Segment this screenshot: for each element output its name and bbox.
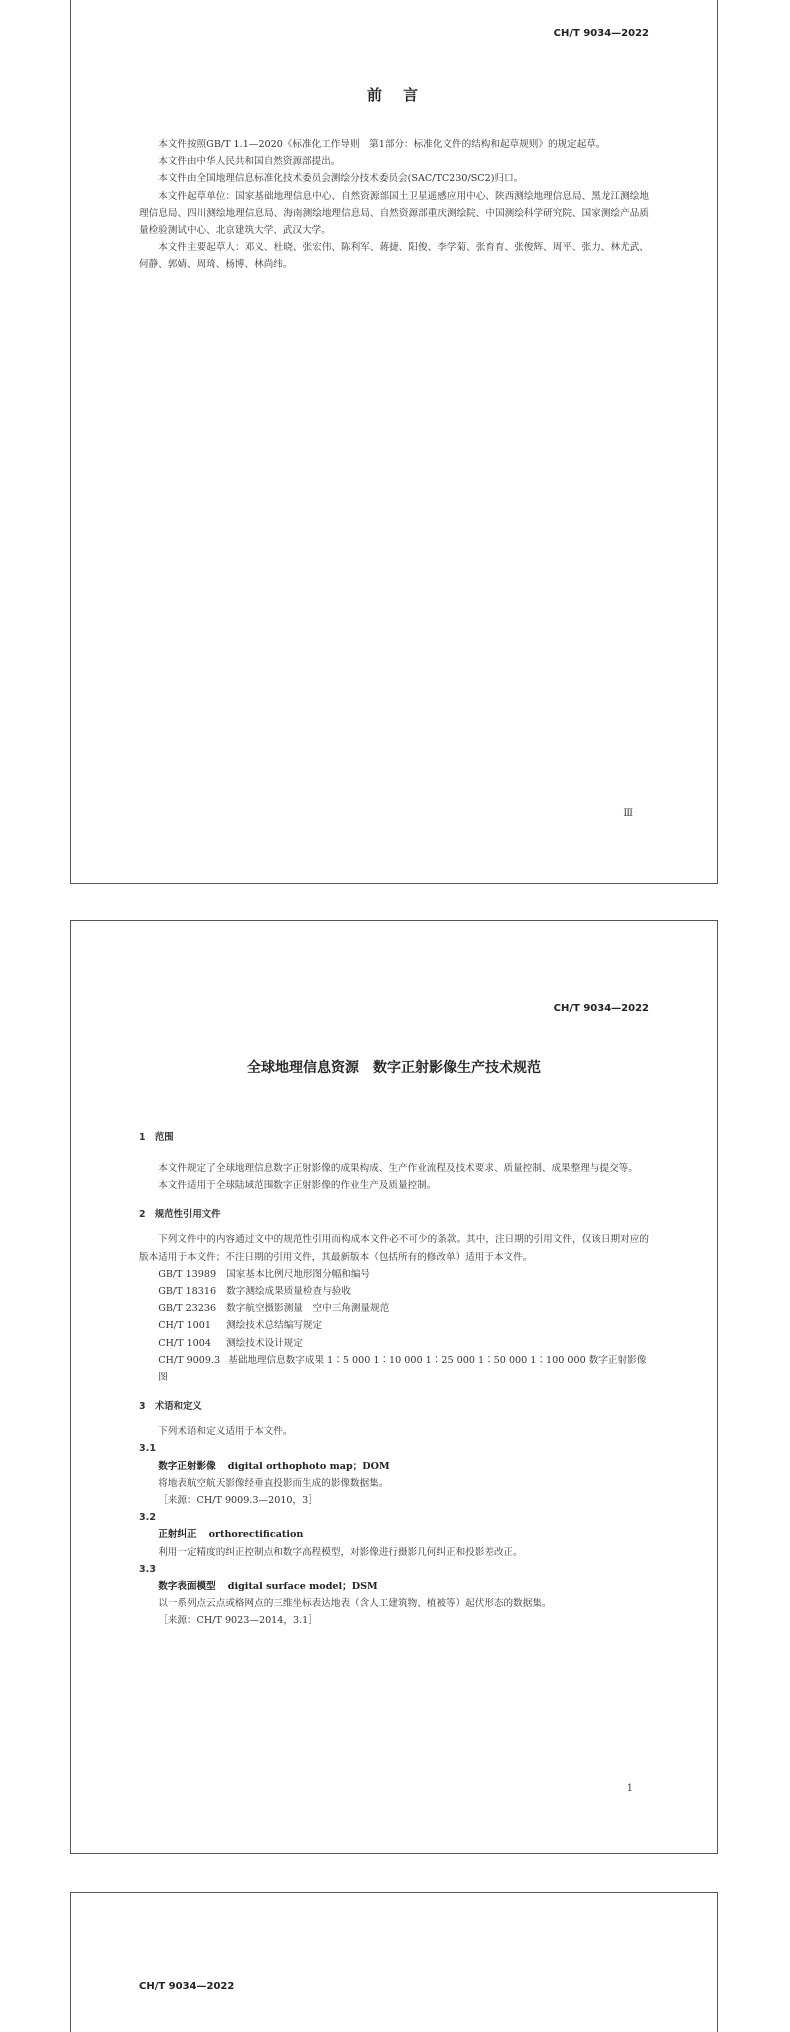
page-title: 前 言 <box>366 86 421 104</box>
document-title: 全球地理信息资源 数字正射影像生产技术规范 <box>247 1060 541 1076</box>
reference-item: GB/T 23236 数字航空摄影测量 空中三角测量规范 <box>158 1303 390 1315</box>
page-number: 1 <box>626 1783 633 1794</box>
page-header-standard-number: CH/T 9034—2022 <box>553 28 649 39</box>
term-definition: 以一系列点云点或格网点的三维坐标表达地表（含人工建筑物、植被等）起伏形态的数据集。 <box>158 1598 552 1610</box>
preface-paragraph: 本文件由全国地理信息标准化技术委员会测绘分技术委员会(SAC/TC230/SC2)归口。 <box>158 173 524 185</box>
term-source: ［来源：CH/T 9023—2014，3.1］ <box>158 1615 318 1627</box>
page-number: Ⅲ <box>623 808 633 819</box>
reference-item: CH/T 9009.3 基础地理信息数字成果 1∶5 000 1∶10 000 1∶25 000 1∶50 000 1∶100 000 数字正射影像图 <box>158 1354 647 1384</box>
preface-paragraph: 本文件起草单位：国家基础地理信息中心、自然资源部国土卫星遥感应用中心、陕西测绘地理信息局、黑龙江测绘地理信息局、四川测绘地理信息局、海南测绘地理信息局、自然资源部重庆测绘院、中国测绘科学研究院、国家测绘产品质量检验测试中心、北京建筑大学、武汉大学。 <box>139 190 649 237</box>
term-definition: 将地表航空航天影像经垂直投影而生成的影像数据集。 <box>158 1477 389 1489</box>
term-entry: 正射纠正 orthorectification <box>158 1529 304 1541</box>
document-page-next <box>70 1892 718 2032</box>
document-page-main <box>70 920 718 1854</box>
reference-item: GB/T 13989 国家基本比例尺地形图分幅和编号 <box>158 1268 371 1280</box>
main-body <box>139 1129 649 1630</box>
term-number: 3.2 <box>139 1512 156 1524</box>
term-number: 3.1 <box>139 1443 156 1455</box>
term-number: 3.3 <box>139 1563 156 1575</box>
body-paragraph: 本文件适用于全球陆域范围数字正射影像的作业生产及质量控制。 <box>158 1180 437 1192</box>
body-paragraph: 下列术语和定义适用于本文件。 <box>158 1426 293 1438</box>
preface-paragraph: 本文件主要起草人：邓义、杜晓、张宏伟、陈利军、蒋捷、阳俊、李学菊、张育育、张俊辉、周平、张力、林尤武、何静、郭婧、周琦、杨博、林尚纬。 <box>139 242 649 271</box>
section-heading-terms-and-definitions: 3 术语和定义 <box>139 1401 202 1413</box>
page-header-standard-number: CH/T 9034—2022 <box>139 1981 235 1992</box>
preface-paragraph: 本文件由中华人民共和国自然资源部提出。 <box>158 156 341 168</box>
term-entry: 数字表面模型 digital surface model；DSM <box>158 1581 378 1593</box>
preface-paragraph: 本文件按照GB/T 1.1—2020《标准化工作导则 第1部分：标准化文件的结构和起草规则》的规定起草。 <box>158 139 606 150</box>
reference-item: CH/T 1001 测绘技术总结编写规定 <box>158 1320 323 1332</box>
document-page-preface <box>70 0 718 884</box>
term-entry: 数字正射影像 digital orthophoto map；DOM <box>158 1460 390 1472</box>
term-source: ［来源：CH/T 9009.3—2010，3］ <box>158 1495 318 1507</box>
reference-item: CH/T 1004 测绘技术设计规定 <box>158 1337 303 1349</box>
section-heading-normative-references: 2 规范性引用文件 <box>139 1209 221 1221</box>
body-paragraph: 本文件规定了全球地理信息数字正射影像的成果构成、生产作业流程及技术要求、质量控制、成果整理与提交等。 <box>158 1163 638 1174</box>
page-header-standard-number: CH/T 9034—2022 <box>553 1003 649 1014</box>
section-heading-scope: 1 范围 <box>139 1132 174 1143</box>
term-definition: 利用一定精度的纠正控制点和数字高程模型，对影像进行摄影几何纠正和投影差改正。 <box>158 1546 523 1558</box>
body-paragraph: 下列文件中的内容通过文中的规范性引用而构成本文件必不可少的条款。其中，注日期的引用文件，仅该日期对应的版本适用于本文件；不注日期的引用文件，其最新版本（包括所有的修改单）适用于本文件。 <box>139 1234 649 1263</box>
reference-item: GB/T 18316 数字测绘成果质量检查与验收 <box>158 1286 351 1298</box>
preface-body <box>139 136 649 274</box>
